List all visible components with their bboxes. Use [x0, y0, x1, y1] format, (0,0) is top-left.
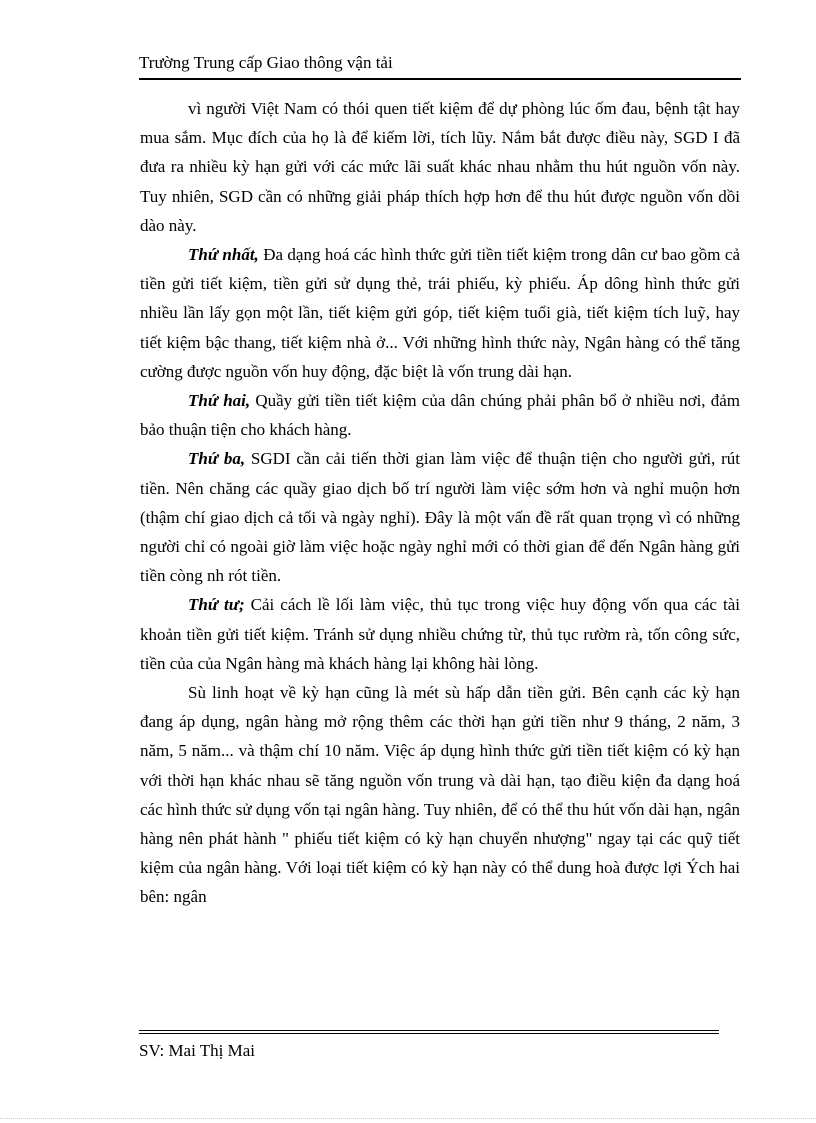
paragraph-second [140, 386, 740, 444]
paragraph-text: vì người Việt Nam có thói quen tiết kiệm để dự phòng lúc ốm đau, bệnh tật hay mua sắm. Mục đích của họ là để kiếm lời, tích lũy. Nắm bắt được điều này, SGD I đã đưa ra nhiều kỳ hạn gửi với các mức lãi suất khác nhau nhằm thu hút nguồn vốn này. Tuy nhiên, SGD cần có những giải pháp thích hợp hơn để thu hút được nguồn vốn dồi dào này. [140, 99, 740, 235]
footer-rule [139, 1033, 719, 1034]
page-header [139, 52, 741, 80]
paragraph-intro [140, 94, 740, 240]
footer-rule [139, 1030, 719, 1031]
paragraph-lead: Thứ ba, [188, 449, 246, 469]
paragraph-lead: Thứ nhất, [188, 245, 259, 265]
paragraph-lead: Thứ tư; [188, 595, 245, 615]
paragraph-third [140, 444, 740, 590]
school-name: Trường Trung cấp Giao thông vận tải [139, 53, 393, 72]
document-body [140, 94, 740, 912]
header-rule [139, 78, 741, 80]
page-edge-divider [0, 1118, 816, 1119]
paragraph-lead: Thứ hai, [188, 391, 251, 411]
paragraph-text: Sù linh hoạt về kỳ hạn cũng là mét sù hấp dẫn tiền gửi. Bên cạnh các kỳ hạn đang áp dụng, ngân hàng mở rộng thêm các thời hạn gửi tiền như 9 tháng, 2 năm, 3 năm, 5 năm... và thậm chí 10 năm. Việc áp dụng hình thức gửi tiền tiết kiệm có kỳ hạn với thời hạn khác nhau sẽ tăng nguồn vốn trung và dài hạn, tạo điều kiện đa dạng hoá các hình thức sử dụng vốn tại ngân hàng. Tuy nhiên, để có thể thu hút vốn dài hạn, ngân hàng nên phát hành " phiếu tiết kiệm có kỳ hạn chuyển nhượng" ngay tại các quỹ tiết kiệm của ngân hàng. Với loại tiết kiệm có kỳ hạn này có thể dung hoà được lợi Ých hai bên: ngân [140, 683, 740, 907]
paragraph-text: Cải cách lề lối làm việc, thủ tục trong việc huy động vốn qua các tài khoản tiền gửi tiết kiệm. Tránh sử dụng nhiều chứng từ, thủ tục rườm rà, tốn công sức, tiền của của Ngân hàng mà khách hàng lại không hài lòng. [140, 595, 740, 673]
paragraph-flexibility [140, 678, 740, 912]
student-name: SV: Mai Thị Mai [139, 1041, 256, 1060]
paragraph-first [140, 240, 740, 386]
paragraph-text: Quầy gửi tiền tiết kiệm của dân chúng phải phân bổ ở nhiều nơi, đảm bảo thuận tiện cho khách hàng. [140, 391, 740, 440]
paragraph-text: Đa dạng hoá các hình thức gửi tiền tiết kiệm trong dân cư bao gồm cả tiền gửi tiết kiệm, tiền gửi sử dụng thẻ, trái phiếu, kỳ phiếu. Áp dông hình thức gửi nhiều lần lấy gọn một lần, tiết kiệm gửi góp, tiết kiệm tuổi già, tiết kiệm tích luỹ, hay tiết kiệm bậc thang, tiết kiệm nhà ở... Với những hình thức này, Ngân hàng có thể tăng cường được nguồn vốn huy động, đặc biệt là vốn trung dài hạn. [140, 245, 740, 381]
paragraph-text: SGDI cần cải tiến thời gian làm việc để thuận tiện cho người gửi, rút tiền. Nên chăng các quầy giao dịch bố trí người làm việc sớm hơn và nghỉ muộn hơn (thậm chí giao dịch cả tối và ngày nghỉ). Đây là một vấn đề rất quan trọng vì có những người chỉ có ngoài giờ làm việc hoặc ngày nghỉ mới có thời gian để đến Ngân hàng gửi tiền còng nh rót tiền. [140, 449, 740, 586]
page-footer [139, 1030, 719, 1062]
paragraph-fourth [140, 590, 740, 678]
